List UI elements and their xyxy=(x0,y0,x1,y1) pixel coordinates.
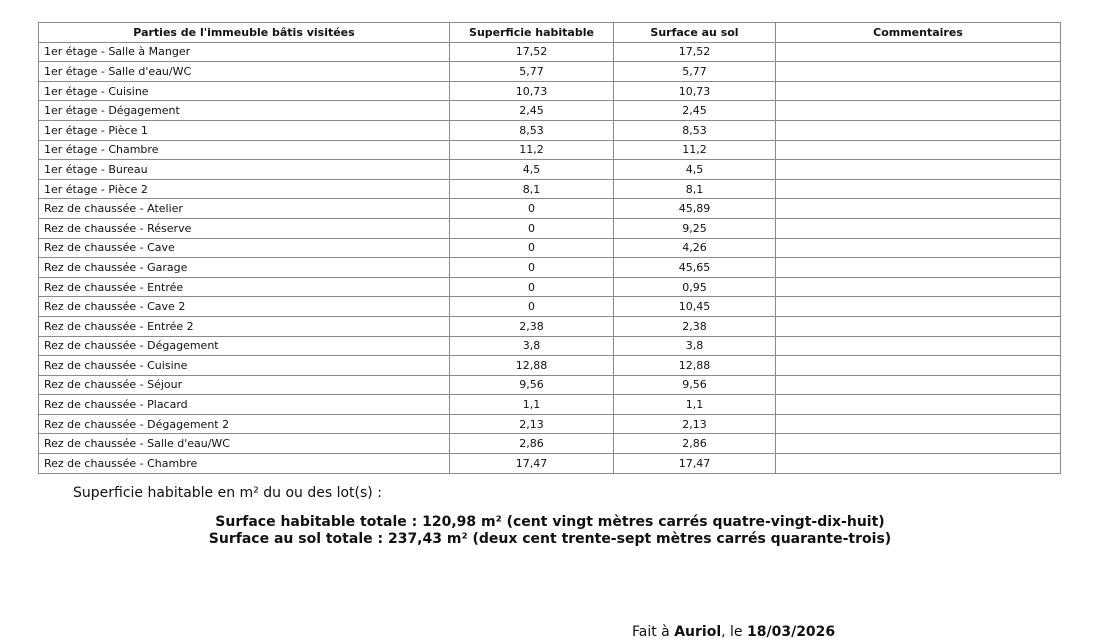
table-body xyxy=(39,42,1061,473)
cell-partie: Rez de chaussée - Chambre xyxy=(39,454,450,474)
cell-surface-au-sol: 8,1 xyxy=(614,179,776,199)
cell-superficie-habitable: 0 xyxy=(450,218,614,238)
cell-commentaire xyxy=(776,120,1061,140)
cell-partie: Rez de chaussée - Cuisine xyxy=(39,356,450,376)
cell-commentaire xyxy=(776,101,1061,121)
cell-commentaire xyxy=(776,414,1061,434)
cell-partie: 1er étage - Salle d'eau/WC xyxy=(39,62,450,82)
cell-surface-au-sol: 3,8 xyxy=(614,336,776,356)
cell-commentaire xyxy=(776,395,1061,415)
cell-partie: Rez de chaussée - Réserve xyxy=(39,218,450,238)
table-row xyxy=(39,258,1061,278)
cell-surface-au-sol: 17,47 xyxy=(614,454,776,474)
cell-surface-au-sol: 10,45 xyxy=(614,297,776,317)
cell-surface-au-sol: 1,1 xyxy=(614,395,776,415)
cell-surface-au-sol: 2,45 xyxy=(614,101,776,121)
cell-partie: Rez de chaussée - Garage xyxy=(39,258,450,278)
cell-surface-au-sol: 45,89 xyxy=(614,199,776,219)
total-habitable: Surface habitable totale : 120,98 m² (cent vingt mètres carrés quatre-vingt-dix-huit) xyxy=(215,514,885,530)
cell-surface-au-sol: 45,65 xyxy=(614,258,776,278)
cell-surface-au-sol: 5,77 xyxy=(614,62,776,82)
cell-partie: Rez de chaussée - Cave 2 xyxy=(39,297,450,317)
cell-superficie-habitable: 17,52 xyxy=(450,42,614,62)
cell-partie: 1er étage - Salle à Manger xyxy=(39,42,450,62)
cell-partie: Rez de chaussée - Entrée xyxy=(39,277,450,297)
table-row xyxy=(39,238,1061,258)
table-header-row xyxy=(39,23,1061,43)
table-row xyxy=(39,375,1061,395)
signature-middle: , le xyxy=(721,624,747,640)
cell-partie: Rez de chaussée - Dégagement xyxy=(39,336,450,356)
cell-commentaire xyxy=(776,81,1061,101)
cell-superficie-habitable: 2,38 xyxy=(450,316,614,336)
table-row xyxy=(39,81,1061,101)
cell-partie: Rez de chaussée - Placard xyxy=(39,395,450,415)
cell-commentaire xyxy=(776,238,1061,258)
cell-surface-au-sol: 9,25 xyxy=(614,218,776,238)
table-row xyxy=(39,297,1061,317)
table-row xyxy=(39,199,1061,219)
cell-superficie-habitable: 0 xyxy=(450,297,614,317)
cell-commentaire xyxy=(776,356,1061,376)
cell-superficie-habitable: 0 xyxy=(450,199,614,219)
table-row xyxy=(39,277,1061,297)
cell-surface-au-sol: 4,5 xyxy=(614,160,776,180)
cell-surface-au-sol: 12,88 xyxy=(614,356,776,376)
header-commentaires: Commentaires xyxy=(776,23,1061,43)
cell-partie: Rez de chaussée - Dégagement 2 xyxy=(39,414,450,434)
cell-superficie-habitable: 4,5 xyxy=(450,160,614,180)
cell-commentaire xyxy=(776,218,1061,238)
cell-commentaire xyxy=(776,62,1061,82)
cell-superficie-habitable: 17,47 xyxy=(450,454,614,474)
table-row xyxy=(39,42,1061,62)
surface-table xyxy=(38,22,1061,474)
cell-superficie-habitable: 8,1 xyxy=(450,179,614,199)
cell-surface-au-sol: 9,56 xyxy=(614,375,776,395)
cell-superficie-habitable: 0 xyxy=(450,258,614,278)
signature-date: 18/03/2026 xyxy=(747,624,836,640)
cell-surface-au-sol: 17,52 xyxy=(614,42,776,62)
cell-commentaire xyxy=(776,316,1061,336)
cell-superficie-habitable: 0 xyxy=(450,277,614,297)
cell-partie: 1er étage - Bureau xyxy=(39,160,450,180)
table-row xyxy=(39,62,1061,82)
table-row xyxy=(39,101,1061,121)
total-sol: Surface au sol totale : 237,43 m² (deux cent trente-sept mètres carrés quarante-trois) xyxy=(208,531,892,547)
table-row xyxy=(39,179,1061,199)
cell-commentaire xyxy=(776,454,1061,474)
cell-superficie-habitable: 2,13 xyxy=(450,414,614,434)
cell-partie: 1er étage - Pièce 1 xyxy=(39,120,450,140)
cell-surface-au-sol: 8,53 xyxy=(614,120,776,140)
cell-commentaire xyxy=(776,42,1061,62)
cell-partie: Rez de chaussée - Salle d'eau/WC xyxy=(39,434,450,454)
cell-commentaire xyxy=(776,277,1061,297)
cell-partie: 1er étage - Cuisine xyxy=(39,81,450,101)
table-row xyxy=(39,120,1061,140)
table-row xyxy=(39,316,1061,336)
cell-superficie-habitable: 11,2 xyxy=(450,140,614,160)
cell-commentaire xyxy=(776,297,1061,317)
totals-block xyxy=(0,514,1100,548)
cell-superficie-habitable: 2,86 xyxy=(450,434,614,454)
cell-superficie-habitable: 9,56 xyxy=(450,375,614,395)
header-surface-au-sol: Surface au sol xyxy=(614,23,776,43)
cell-surface-au-sol: 2,38 xyxy=(614,316,776,336)
cell-superficie-habitable: 8,53 xyxy=(450,120,614,140)
header-parties: Parties de l'immeuble bâtis visitées xyxy=(39,23,450,43)
signature-line xyxy=(632,624,835,640)
cell-partie: Rez de chaussée - Entrée 2 xyxy=(39,316,450,336)
table-row xyxy=(39,140,1061,160)
table-row xyxy=(39,218,1061,238)
cell-superficie-habitable: 10,73 xyxy=(450,81,614,101)
cell-superficie-habitable: 3,8 xyxy=(450,336,614,356)
cell-commentaire xyxy=(776,375,1061,395)
cell-superficie-habitable: 0 xyxy=(450,238,614,258)
cell-commentaire xyxy=(776,434,1061,454)
cell-partie: 1er étage - Chambre xyxy=(39,140,450,160)
cell-surface-au-sol: 11,2 xyxy=(614,140,776,160)
signature-prefix: Fait à xyxy=(632,624,675,640)
cell-surface-au-sol: 2,86 xyxy=(614,434,776,454)
cell-commentaire xyxy=(776,140,1061,160)
cell-surface-au-sol: 2,13 xyxy=(614,414,776,434)
cell-surface-au-sol: 10,73 xyxy=(614,81,776,101)
signature-place: Auriol xyxy=(674,624,722,640)
cell-superficie-habitable: 1,1 xyxy=(450,395,614,415)
cell-superficie-habitable: 5,77 xyxy=(450,62,614,82)
cell-partie: 1er étage - Dégagement xyxy=(39,101,450,121)
summary-label: Superficie habitable en m² du ou des lot(s) : xyxy=(73,485,382,501)
cell-partie: Rez de chaussée - Atelier xyxy=(39,199,450,219)
cell-superficie-habitable: 12,88 xyxy=(450,356,614,376)
table-row xyxy=(39,336,1061,356)
cell-commentaire xyxy=(776,199,1061,219)
cell-commentaire xyxy=(776,160,1061,180)
header-superficie-habitable: Superficie habitable xyxy=(450,23,614,43)
cell-surface-au-sol: 0,95 xyxy=(614,277,776,297)
table-row xyxy=(39,414,1061,434)
table-row xyxy=(39,356,1061,376)
cell-partie: 1er étage - Pièce 2 xyxy=(39,179,450,199)
cell-surface-au-sol: 4,26 xyxy=(614,238,776,258)
table-row xyxy=(39,160,1061,180)
cell-commentaire xyxy=(776,258,1061,278)
cell-partie: Rez de chaussée - Cave xyxy=(39,238,450,258)
table-row xyxy=(39,454,1061,474)
cell-superficie-habitable: 2,45 xyxy=(450,101,614,121)
cell-partie: Rez de chaussée - Séjour xyxy=(39,375,450,395)
table-row xyxy=(39,434,1061,454)
cell-commentaire xyxy=(776,336,1061,356)
table-row xyxy=(39,395,1061,415)
cell-commentaire xyxy=(776,179,1061,199)
